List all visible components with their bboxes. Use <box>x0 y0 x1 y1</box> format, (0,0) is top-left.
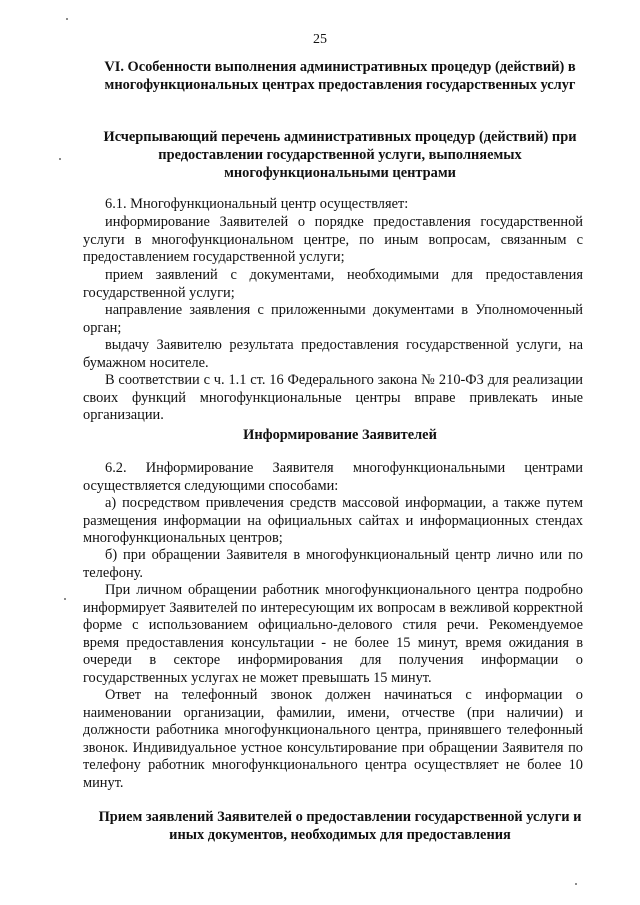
scan-speck <box>59 158 61 160</box>
paragraph-6-1-intro: 6.1. Многофункциональный центр осуществляет: <box>105 196 409 212</box>
paragraph-6-2-a: а) посредством привлечения средств массовой информации, а также путем размещения информации на официальных сайтах и информационных стендах многофункциональных центров; <box>83 495 583 546</box>
scan-speck <box>66 18 68 20</box>
section-title: VI. Особенности выполнения административных процедур (действий) в многофункциональных центрах предоставления государственных услуг <box>104 59 576 93</box>
paragraph-6-1-forwarding: направление заявления с приложенными документами в Уполномоченный орган; <box>83 302 583 336</box>
paragraph-6-2-b: б) при обращении Заявителя в многофункциональный центр лично или по телефону. <box>83 547 583 581</box>
page-number: 25 <box>313 32 327 47</box>
paragraph-6-1-issuing: выдачу Заявителю результата предоставления государственной услуги, на бумажном носителе. <box>83 337 583 371</box>
procedures-list-heading: Исчерпывающий перечень административных процедур (действий) при предоставлении государственной услуги, выполняемых многофункциональными центрами <box>103 129 577 181</box>
informing-heading: Информирование Заявителей <box>243 427 437 443</box>
paragraph-6-2-intro: 6.2. Информирование Заявителя многофункциональными центрами осуществляется следующими способами: <box>83 460 583 494</box>
reception-heading: Прием заявлений Заявителей о предоставлении государственной услуги и иных документов, необходимых для предоставления <box>98 809 582 843</box>
scan-speck <box>575 883 577 885</box>
paragraph-6-1-reception: прием заявлений с документами, необходимыми для предоставления государственной услуги; <box>83 267 583 301</box>
scan-speck <box>64 598 66 600</box>
paragraph-6-1-law: В соответствии с ч. 1.1 ст. 16 Федерального закона № 210-ФЗ для реализации своих функций многофункциональные центры вправе привлекать иные организации. <box>83 372 583 423</box>
paragraph-phone-call: Ответ на телефонный звонок должен начинаться с информации о наименовании организации, фамилии, имени, отчестве (при наличии) и должности работника многофункционального центра, принявшего телефонный звонок. Индивидуальное устное консультирование при обращении Заявителя по телефону работник многофункционального центра осуществляет не более 10 минут. <box>83 687 583 791</box>
paragraph-personal-visit: При личном обращении работник многофункционального центра подробно информирует Заявителей по интересующим их вопросам в вежливой корректной форме с использованием официально-делового стиля речи. Рекомендуемое время предоставления консультации - не более 15 минут, время ожидания в очереди в секторе информирования для получения информации о государственных услугах не может превышать 15 минут. <box>83 582 583 686</box>
paragraph-6-1-informing: информирование Заявителей о порядке предоставления государственной услуги в многофункциональном центре, по иным вопросам, связанным с предоставлением государственной услуги; <box>83 214 583 265</box>
